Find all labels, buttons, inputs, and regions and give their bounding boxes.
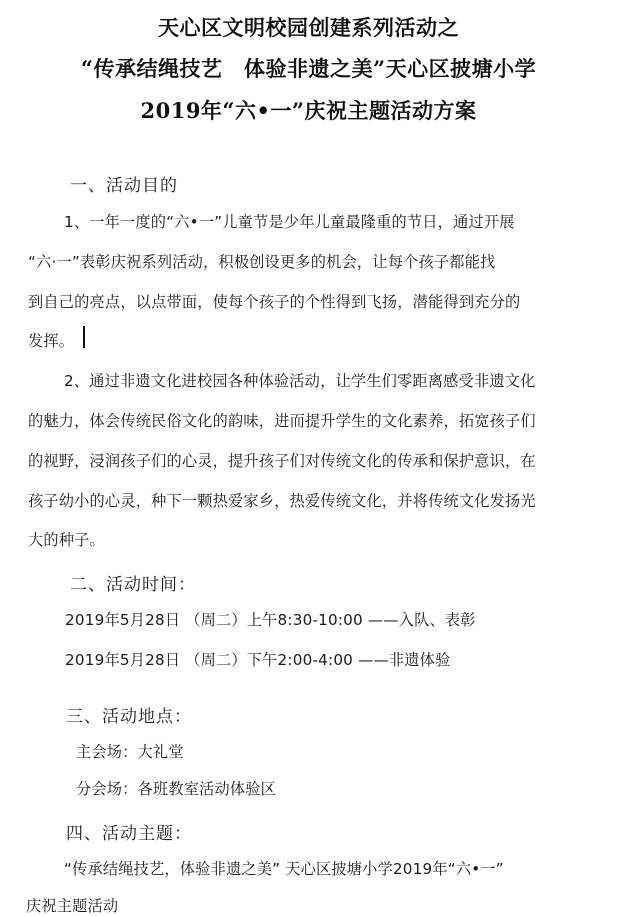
text-cursor [83,326,85,348]
document-title-line-2: “传承结绳技艺 体验非遗之美”天心区披塘小学 [80,56,537,81]
paragraph-line: 的魅力，体会传统民俗文化的韵味，进而提升学生的文化素养，拓宽孩子们 [28,412,536,430]
main-venue: 主会场：大礼堂 [76,743,184,761]
document-title-line-1: 天心区文明校园创建系列活动之 [158,15,459,40]
section-heading-time: 二、活动时间： [70,575,196,595]
paragraph-line: 到自己的亮点，以点带面，使每个孩子的个性得到飞扬，潜能得到充分的 [28,293,521,311]
paragraph-line: 1、一年一度的“六•一”儿童节是少年儿童最隆重的节日，通过开展 [64,213,515,231]
paragraph-line: 2、通过非遗文化进校园各种体验活动，让学生们零距离感受非遗文化 [64,372,536,390]
section-heading-location: 三、活动地点： [66,707,192,727]
sub-venue: 分会场：各班教室活动体验区 [76,780,277,798]
schedule-item-afternoon: 2019年5月28日 （周二）下午2:00-4:00 ——非遗体验 [65,651,451,669]
paragraph-line: 大的种子。 [28,531,105,549]
paragraph-line: 发挥。 [28,332,75,350]
paragraph-line: “六·一”表彰庆祝系列活动，积极创设更多的机会，让每个孩子都能找 [28,253,496,271]
document-title-line-3: 2019年“六•一”庆祝主题活动方案 [140,98,477,123]
theme-line: 庆祝主题活动 [26,897,119,915]
paragraph-line: 孩子幼小的心灵，种下一颗热爱家乡，热爱传统文化，并将传统文化发扬光 [28,492,536,510]
section-heading-theme: 四、活动主题： [66,824,192,844]
schedule-item-morning: 2019年5月28日 （周二）上午8:30-10:00 ——入队、表彰 [65,611,476,629]
paragraph-line: 的视野，浸润孩子们的心灵，提升孩子们对传统文化的传承和保护意识，在 [28,452,536,470]
section-heading-purpose: 一、活动目的 [70,176,178,196]
theme-line: “传承结绳技艺，体验非遗之美” 天心区披塘小学2019年“六•一” [64,860,504,878]
